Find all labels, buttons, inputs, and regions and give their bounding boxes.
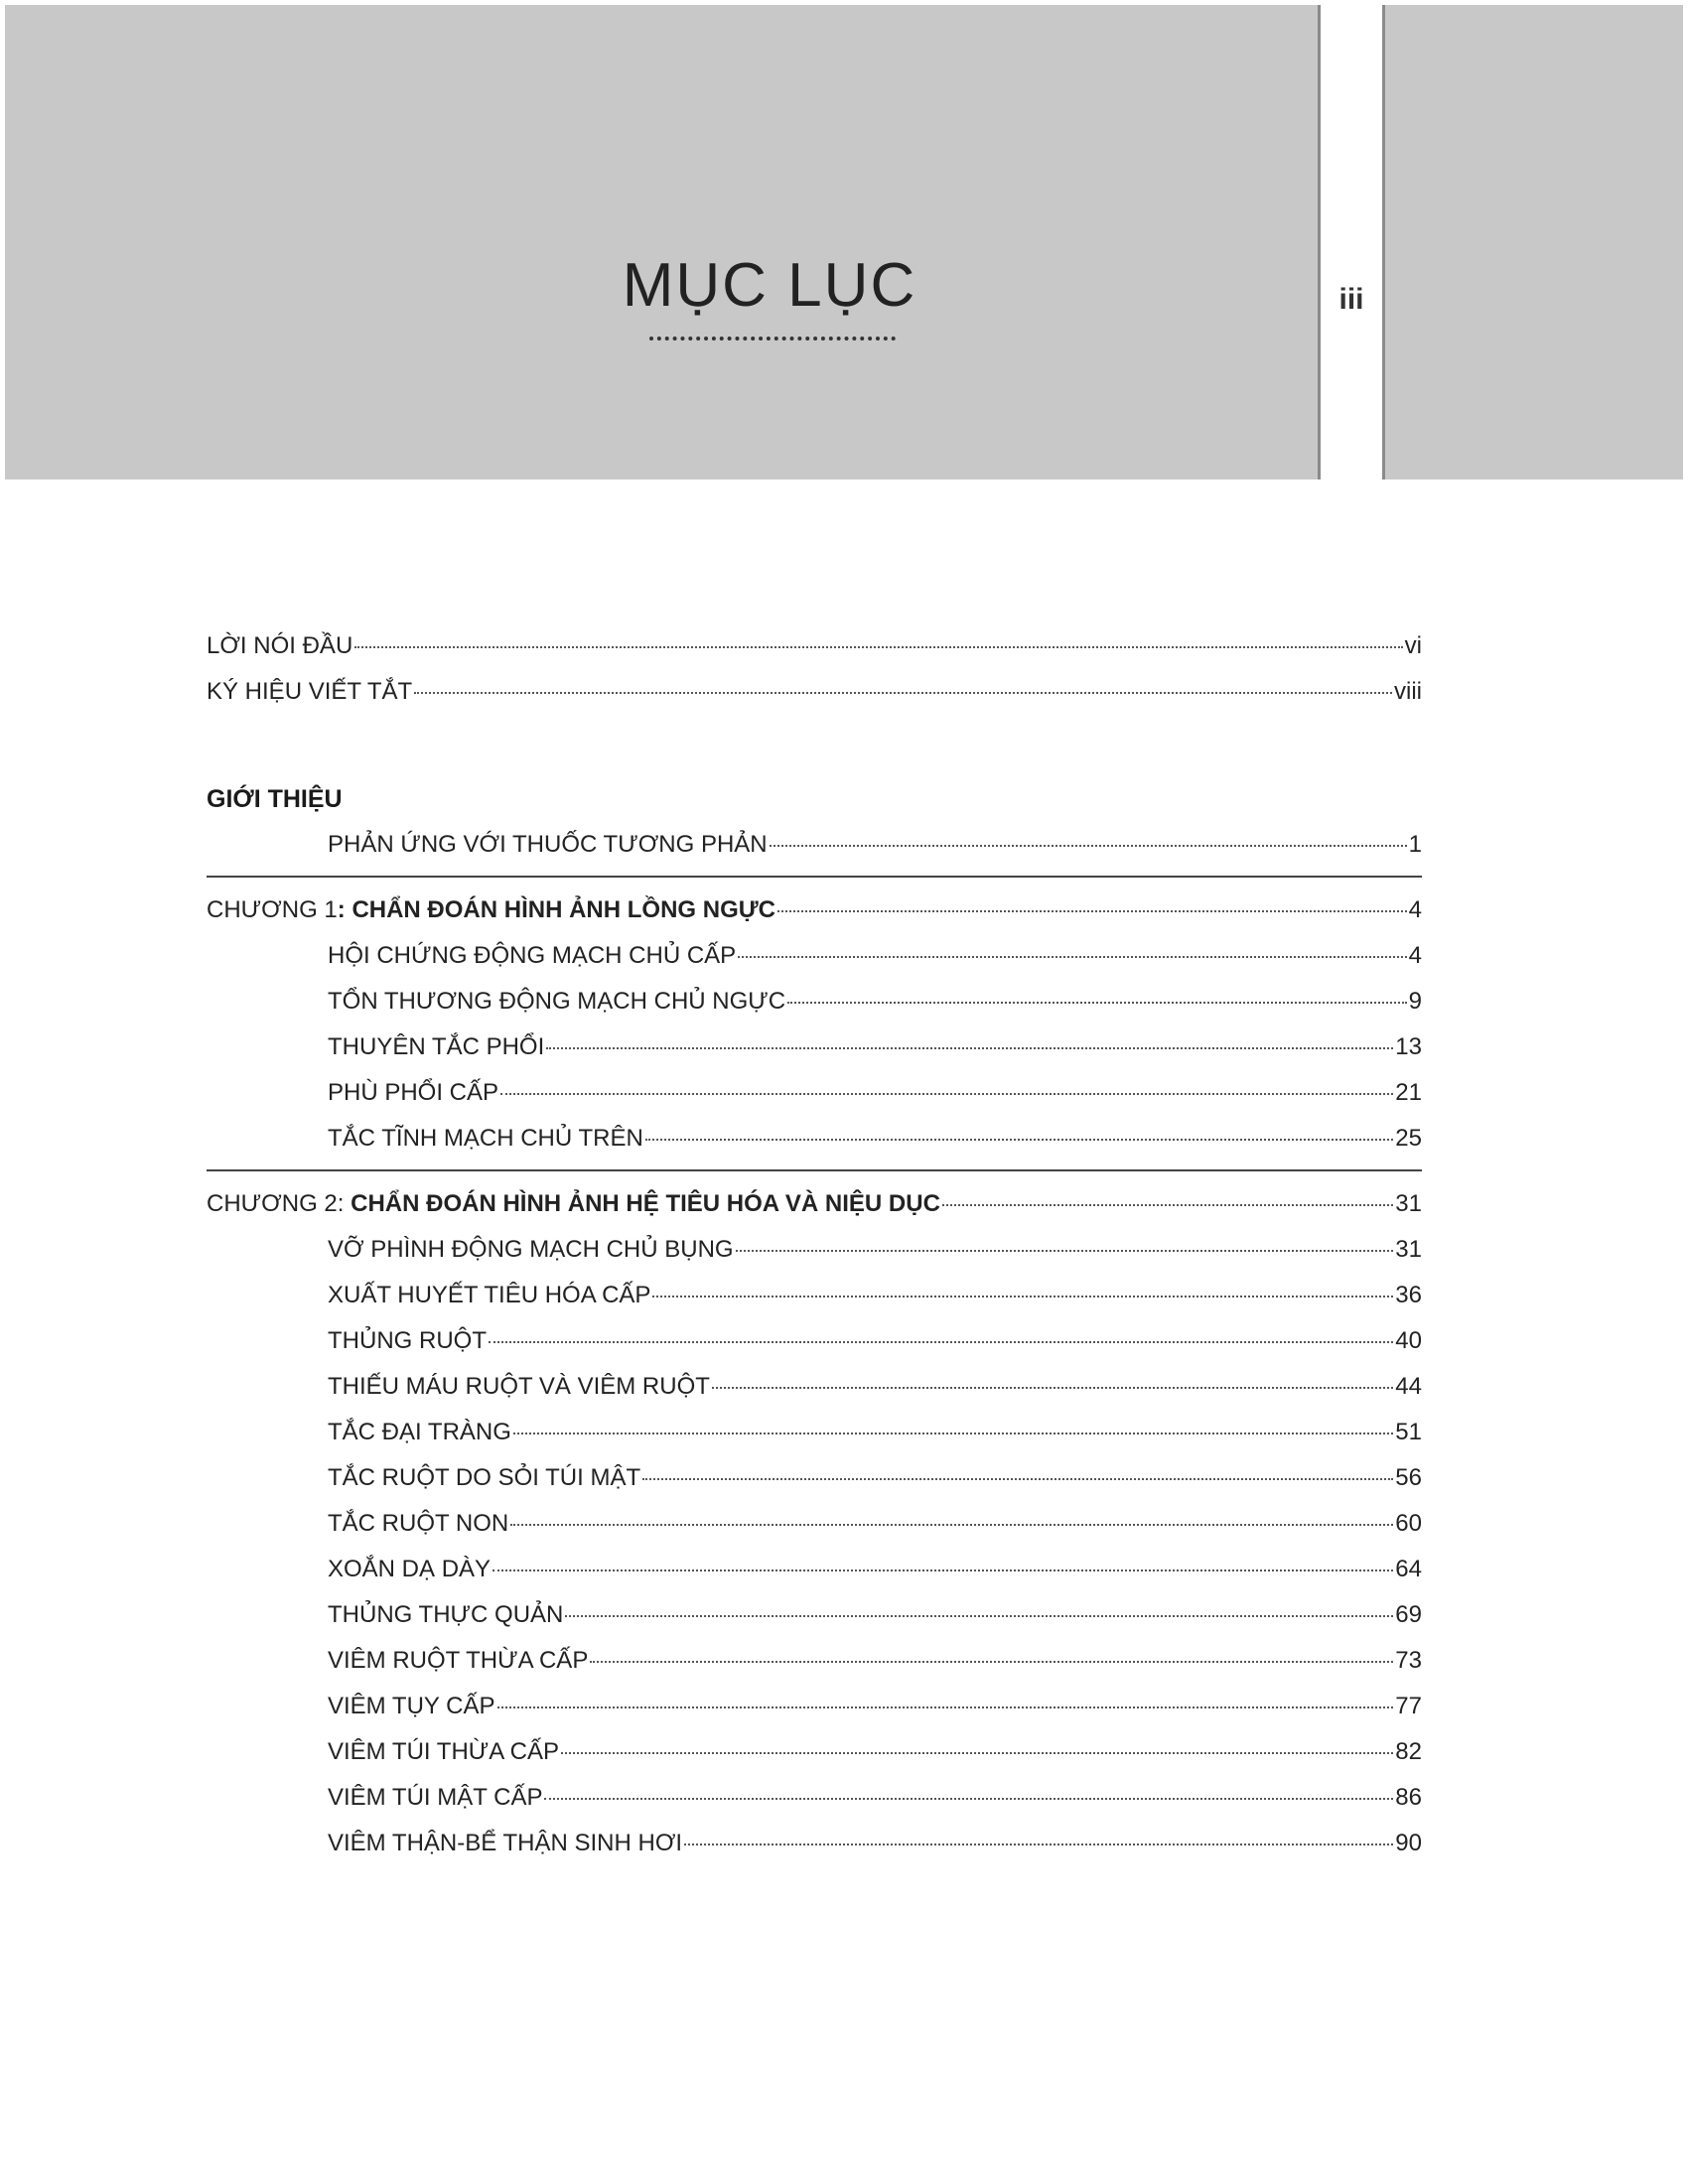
toc-entry-label: XOẮN DẠ DÀY [328,1556,492,1582]
dot-leader [652,1296,1393,1297]
toc-entry[interactable] [207,1821,1422,1866]
toc-entry-label: LỜI NÓI ĐẦU [207,632,353,659]
page-number: iii [1338,283,1364,316]
toc-entry-label: THỦNG THỰC QUẢN [328,1601,564,1628]
chapter-title: CHẨN ĐOÁN HÌNH ẢNH HỆ TIÊU HÓA VÀ NIỆU DỤC [351,1190,940,1217]
toc-entry[interactable] [207,1227,1422,1273]
table-of-contents [207,623,1422,1866]
toc-entry[interactable] [207,1501,1422,1547]
chapter-page: 4 [1408,896,1422,923]
toc-entry-page: 9 [1408,988,1422,1015]
toc-entry-label: XUẤT HUYẾT TIÊU HÓA CẤP [328,1282,651,1308]
toc-entry-label: PHẢN ỨNG VỚI THUỐC TƯƠNG PHẢN [328,831,768,858]
toc-entry-page: 82 [1395,1738,1422,1765]
toc-entry-label: VIÊM TÚI MẬT CẤP [328,1784,543,1811]
dot-leader [590,1661,1393,1663]
dot-leader [354,646,1402,648]
dot-leader [770,845,1407,847]
toc-entry-label: VIÊM THẬN-BỂ THẬN SINH HƠI [328,1830,683,1856]
dot-leader [738,956,1406,958]
toc-entry-page: 36 [1395,1282,1422,1308]
dot-leader [712,1387,1393,1389]
toc-entry-page: viii [1394,678,1422,705]
chapter-page: 31 [1395,1190,1422,1217]
dot-leader [642,1478,1393,1480]
toc-entry-abbreviations[interactable] [207,669,1422,715]
chapter-label: CHƯƠNG 2: CHẨN ĐOÁN HÌNH ẢNH HỆ TIÊU HÓA VÀ NIỆU DỤC [207,1190,940,1217]
toc-entry[interactable] [207,1775,1422,1821]
toc-entry[interactable] [207,1592,1422,1638]
dot-leader [565,1615,1393,1617]
chapter-prefix: CHƯƠNG 2 [207,1190,338,1217]
toc-entry-page: 69 [1395,1601,1422,1628]
toc-entry-page: vi [1404,632,1422,659]
toc-entry-page: 60 [1395,1510,1422,1537]
toc-entry[interactable] [207,1729,1422,1775]
toc-entry[interactable] [207,1116,1422,1161]
toc-entry-label: HỘI CHỨNG ĐỘNG MẠCH CHỦ CẤP [328,942,737,969]
toc-entry-page: 40 [1395,1327,1422,1354]
toc-entry[interactable] [207,1318,1422,1364]
dot-leader [414,692,1392,694]
toc-entry-page: 25 [1395,1125,1422,1152]
toc-entry-page: 73 [1395,1647,1422,1674]
toc-entry[interactable] [207,1455,1422,1501]
toc-entry-page: 13 [1395,1033,1422,1060]
dot-leader [489,1341,1393,1343]
intro-heading: GIỚI THIỆU [207,785,343,813]
toc-entry[interactable] [207,822,1422,868]
section-divider [207,876,1422,878]
toc-entry[interactable] [207,933,1422,979]
toc-entry-page: 90 [1395,1830,1422,1856]
dot-leader [645,1139,1394,1141]
page-title: MỤC LỤC [622,251,917,320]
dot-leader [546,1047,1393,1049]
toc-entry-page: 86 [1395,1784,1422,1811]
toc-entry-page: 51 [1395,1419,1422,1445]
toc-entry-label: VIÊM TỤY CẤP [328,1693,495,1719]
toc-entry-label: TẮC TĨNH MẠCH CHỦ TRÊN [328,1125,643,1152]
toc-entry-page: 1 [1408,831,1422,858]
section-divider [207,1169,1422,1171]
toc-entry[interactable] [207,1024,1422,1070]
dot-leader [942,1204,1393,1206]
toc-entry-label: KÝ HIỆU VIẾT TẮT [207,678,413,705]
toc-entry-label: TẮC ĐẠI TRÀNG [328,1419,511,1445]
toc-entry-page: 56 [1395,1464,1422,1491]
toc-entry-page: 31 [1395,1236,1422,1263]
dot-leader [497,1706,1394,1708]
toc-entry[interactable] [207,1547,1422,1592]
toc-entry[interactable] [207,1273,1422,1318]
dot-leader [500,1093,1393,1095]
dot-leader [510,1524,1393,1526]
chapter-prefix: CHƯƠNG 1 [207,896,338,923]
dot-leader [492,1570,1393,1571]
toc-entry-label: THUYÊN TẮC PHỔI [328,1033,545,1060]
chapter-1-items [207,933,1422,1161]
chapter-1-entry[interactable] [207,887,1422,933]
toc-entry-page: 77 [1395,1693,1422,1719]
toc-entry-page: 64 [1395,1556,1422,1582]
chapter-2-items [207,1227,1422,1866]
toc-entry[interactable] [207,1364,1422,1410]
chapter-title: CHẨN ĐOÁN HÌNH ẢNH LỒNG NGỰC [352,896,775,923]
toc-entry-label: VIÊM RUỘT THỪA CẤP [328,1647,589,1674]
toc-entry-page: 21 [1395,1079,1422,1106]
toc-entry-preface[interactable] [207,623,1422,669]
toc-entry[interactable] [207,1410,1422,1455]
toc-entry-label: THỦNG RUỘT [328,1327,487,1354]
toc-entry-label: THIẾU MÁU RUỘT VÀ VIÊM RUỘT [328,1373,710,1400]
toc-entry-page: 4 [1408,942,1422,969]
toc-entry-label: VIÊM TÚI THỪA CẤP [328,1738,559,1765]
dot-leader [736,1250,1394,1252]
dot-leader [787,1002,1407,1004]
header-band [5,5,1683,479]
toc-entry-page: 44 [1395,1373,1422,1400]
toc-entry[interactable] [207,1638,1422,1684]
toc-entry-label: TẮC RUỘT NON [328,1510,509,1537]
dot-leader [561,1752,1393,1754]
toc-entry-label: VỠ PHÌNH ĐỘNG MẠCH CHỦ BỤNG [328,1236,734,1263]
title-dotted-underline [649,337,896,344]
toc-entry[interactable] [207,979,1422,1024]
chapter-label: CHƯƠNG 1: CHẨN ĐOÁN HÌNH ẢNH LỒNG NGỰC [207,896,775,923]
toc-entry-label: TỔN THƯƠNG ĐỘNG MẠCH CHỦ NGỰC [328,988,786,1015]
chapter-2-entry[interactable] [207,1181,1422,1227]
toc-entry[interactable] [207,1070,1422,1116]
toc-entry-label: PHÙ PHỔI CẤP [328,1079,499,1106]
dot-leader [684,1843,1393,1845]
dot-leader [544,1798,1393,1800]
dot-leader [513,1433,1393,1434]
dot-leader [777,910,1407,912]
toc-entry-label: TẮC RUỘT DO SỎI TÚI MẬT [328,1464,641,1491]
toc-entry[interactable] [207,1684,1422,1729]
page-tab [1318,5,1385,479]
